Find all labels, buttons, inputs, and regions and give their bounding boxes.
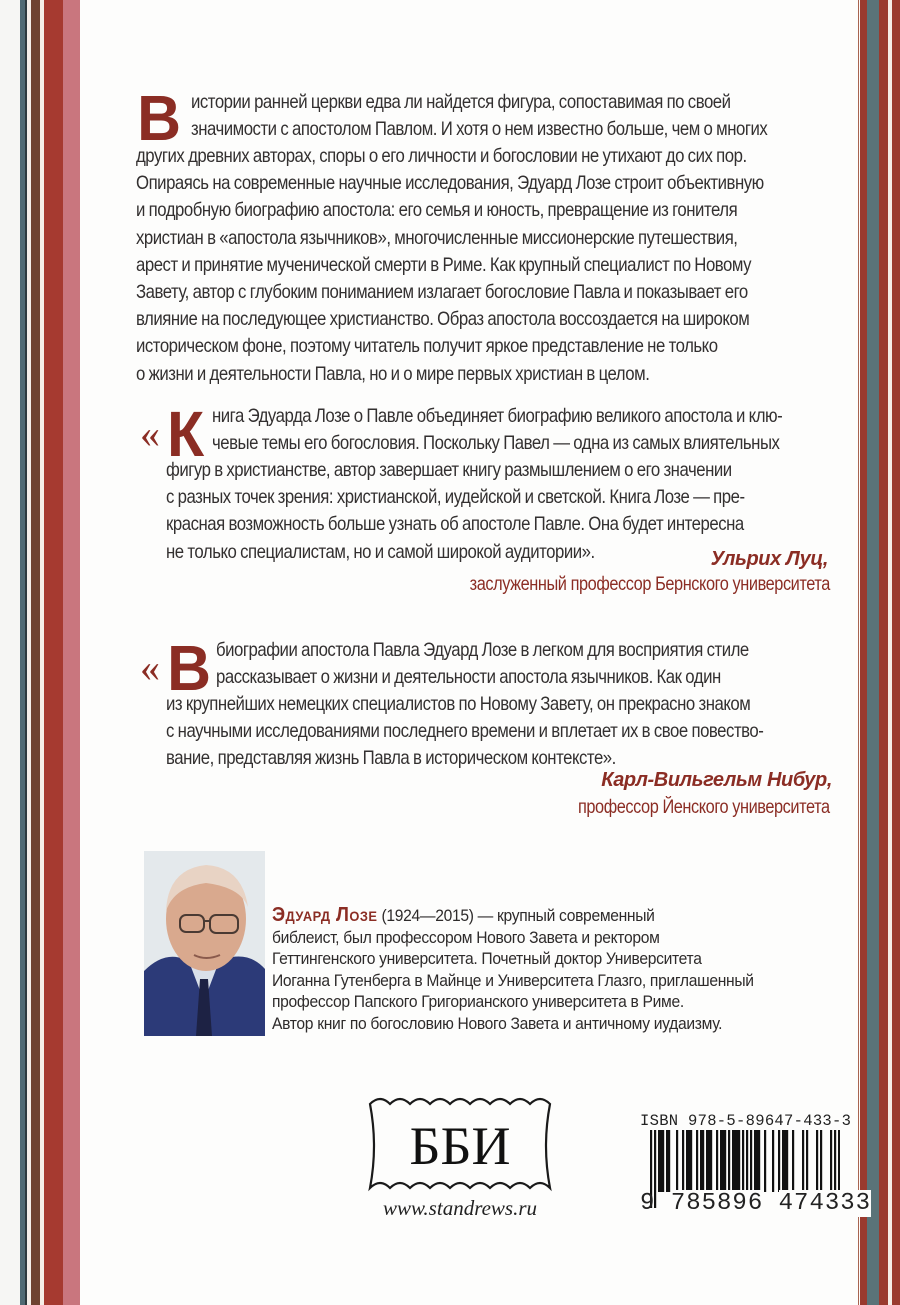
author-bio <box>272 905 754 1034</box>
left-stripe-brown <box>31 0 40 1305</box>
barcode-bar <box>738 1130 740 1192</box>
barcode-bar <box>660 1130 662 1192</box>
barcode-bar <box>696 1130 698 1192</box>
right-stripe-red <box>860 0 867 1305</box>
quote-line: нига Эдуарда Лозе о Павле объединяет биографию великого апостола и клю- <box>212 405 783 427</box>
description-line: истории ранней церкви едва ли найдется фигура, сопоставимая по своей <box>191 91 731 113</box>
barcode-first-digit: 9 <box>640 1190 656 1217</box>
description-line: историческом фоне, поэтому читатель получит яркое представление не только <box>136 335 718 358</box>
bio-line: Иоганна Гутенберга в Майнце и Университета Глазго, приглашенный <box>272 970 754 990</box>
barcode-bar <box>710 1130 712 1192</box>
barcode-bar <box>690 1130 692 1192</box>
barcode-bar <box>778 1130 780 1192</box>
barcode-bar <box>716 1130 718 1192</box>
barcode-bar <box>722 1130 724 1192</box>
quote-paragraph <box>212 403 782 457</box>
description-line: значимости с апостолом Павлом. И хотя о нем известно больше, чем о многих <box>191 118 768 141</box>
barcode-bar <box>758 1130 760 1192</box>
bio-line: профессор Папского Григорианского университета в Риме. <box>272 992 684 1011</box>
barcode-bar <box>706 1130 708 1192</box>
quote-line: биографии апостола Павла Эдуард Лозе в легком для восприятия стиле <box>216 639 749 661</box>
quote-open-mark: « <box>140 645 160 690</box>
barcode-bar <box>754 1130 756 1192</box>
barcode-bar <box>750 1130 752 1192</box>
barcode-bar <box>686 1130 688 1192</box>
right-stripe-red2 <box>879 0 888 1305</box>
barcode-bar <box>702 1130 704 1192</box>
barcode-bar <box>764 1130 766 1192</box>
barcode-bar <box>820 1130 822 1192</box>
description-line: и подробную биографию апостола: его семья и юность, превращение из гонителя <box>136 199 738 222</box>
quote-line: не только специалистам, но и самой широкой аудитории». <box>166 540 595 563</box>
quote-line: с научными исследованиями последнего времени и вплетает их в свое повество- <box>166 720 764 743</box>
barcode-bar <box>802 1130 804 1192</box>
description-paragraph <box>191 89 767 143</box>
quote-dropcap: К <box>166 398 205 470</box>
description-line: христиан в «апостола язычников», многочисленные миссионерские путешествия, <box>136 226 738 249</box>
right-stripe-blue <box>867 0 879 1305</box>
quote-author-title: заслуженный профессор Бернского университета <box>469 574 830 595</box>
barcode-digits <box>640 1190 871 1217</box>
quote-author-title: профессор Йенского университета <box>578 797 830 818</box>
barcode-bar <box>734 1130 736 1192</box>
quote-author-name: Ульрих Луц, <box>710 548 828 570</box>
barcode-digits-group2: 474333 <box>778 1190 872 1217</box>
quote-paragraph-cont <box>166 691 763 773</box>
barcode-bar <box>792 1130 794 1192</box>
quote-line: из крупнейших немецких специалистов по Новому Завету, он прекрасно знаком <box>166 693 751 715</box>
description-line: о жизни и деятельности Павла, но и о мире первых христиан в целом. <box>136 362 650 385</box>
barcode-bar <box>728 1130 730 1192</box>
quote-line: вание, представляя жизнь Павла в историческом контексте». <box>166 747 616 770</box>
right-stripe-red3 <box>892 0 900 1305</box>
description-line: других древних авторах, споры о его личности и богословии не утихают до сих пор. <box>136 145 747 167</box>
author-photo <box>144 851 265 1036</box>
barcode-bar <box>784 1130 786 1192</box>
bio-first-line <box>272 905 754 927</box>
barcode-bar <box>720 1130 722 1192</box>
barcode-bar <box>830 1130 832 1192</box>
description-line: арест и принятие мученической смерти в Риме. Как крупный специалист по Новому <box>136 253 752 276</box>
description-dropcap: В <box>137 82 182 154</box>
description-line: Опираясь на современные научные исследования, Эдуард Лозе строит объективную <box>136 172 764 195</box>
publisher-logo <box>362 1092 558 1200</box>
barcode-bar <box>666 1130 668 1192</box>
barcode-bar <box>806 1130 808 1192</box>
barcode-bar <box>756 1130 758 1192</box>
description-paragraph-cont <box>136 143 764 388</box>
left-stripe-pink <box>63 0 80 1305</box>
quote-line: красная возможность больше узнать об апостоле Павле. Она будет интересна <box>166 513 744 536</box>
quote-line: с разных точек зрения: христианской, иудейской и светской. Книга Лозе — пре- <box>166 486 745 509</box>
publisher-url[interactable]: www.standrews.ru <box>382 1196 538 1220</box>
description-line: Завету, автор с глубоким пониманием излагает богословие Павла и показывает его <box>136 281 748 304</box>
left-stripe-red <box>44 0 63 1305</box>
author-portrait-illustration <box>144 851 265 1036</box>
quote-paragraph <box>216 637 749 691</box>
barcode-bar <box>662 1130 664 1192</box>
barcode-bar <box>772 1130 774 1192</box>
barcode-bar <box>658 1130 660 1192</box>
barcode-bar <box>736 1130 738 1192</box>
bio-line: Автор книг по богословию Нового Завета и античному иудаизму. <box>272 1013 723 1033</box>
quote-dropcap: В <box>167 632 212 704</box>
description-line: влияние на последующее христианство. Образ апостола воссоздается на широком <box>136 308 750 331</box>
barcode-bar <box>724 1130 726 1192</box>
barcode-bar <box>688 1130 690 1192</box>
quote-line: фигур в христианстве, автор завершает книгу размышлением о его значении <box>166 459 732 481</box>
barcode-digits-group1: 785896 <box>670 1190 764 1217</box>
bio-first-line-rest: (1924—2015) — крупный современный <box>377 906 655 925</box>
bio-author-name: Эдуард Лозе <box>272 904 378 926</box>
left-stripe-white <box>0 0 20 1305</box>
publisher-logo-frame-icon <box>362 1092 558 1200</box>
isbn-label: ISBN 978-5-89647-433-3 <box>640 1112 852 1130</box>
barcode-bar <box>682 1130 684 1192</box>
barcode-bar <box>816 1130 818 1192</box>
barcode-bar <box>732 1130 734 1192</box>
bio-line: Геттингенского университета. Почетный доктор Университета <box>272 949 702 968</box>
barcode-bar <box>700 1130 702 1192</box>
barcode-bar <box>782 1130 784 1192</box>
barcode-bar <box>676 1130 678 1192</box>
quote-open-mark: « <box>140 411 160 456</box>
bio-line: библеист, был профессором Нового Завета и ректором <box>272 927 660 947</box>
quote-paragraph-cont <box>166 457 745 566</box>
quote-author-name: Карл-Вильгельм Нибур, <box>601 769 832 791</box>
barcode-bar <box>708 1130 710 1192</box>
barcode-bar <box>786 1130 788 1192</box>
barcode-bar <box>668 1130 670 1192</box>
logo-text: ББИ <box>409 1116 511 1176</box>
quote-line: чевые темы его богословия. Поскольку Павел — одна из самых влиятельных <box>212 432 780 455</box>
quote-line: рассказывает о жизни и деятельности апостола язычников. Как один <box>216 666 721 689</box>
